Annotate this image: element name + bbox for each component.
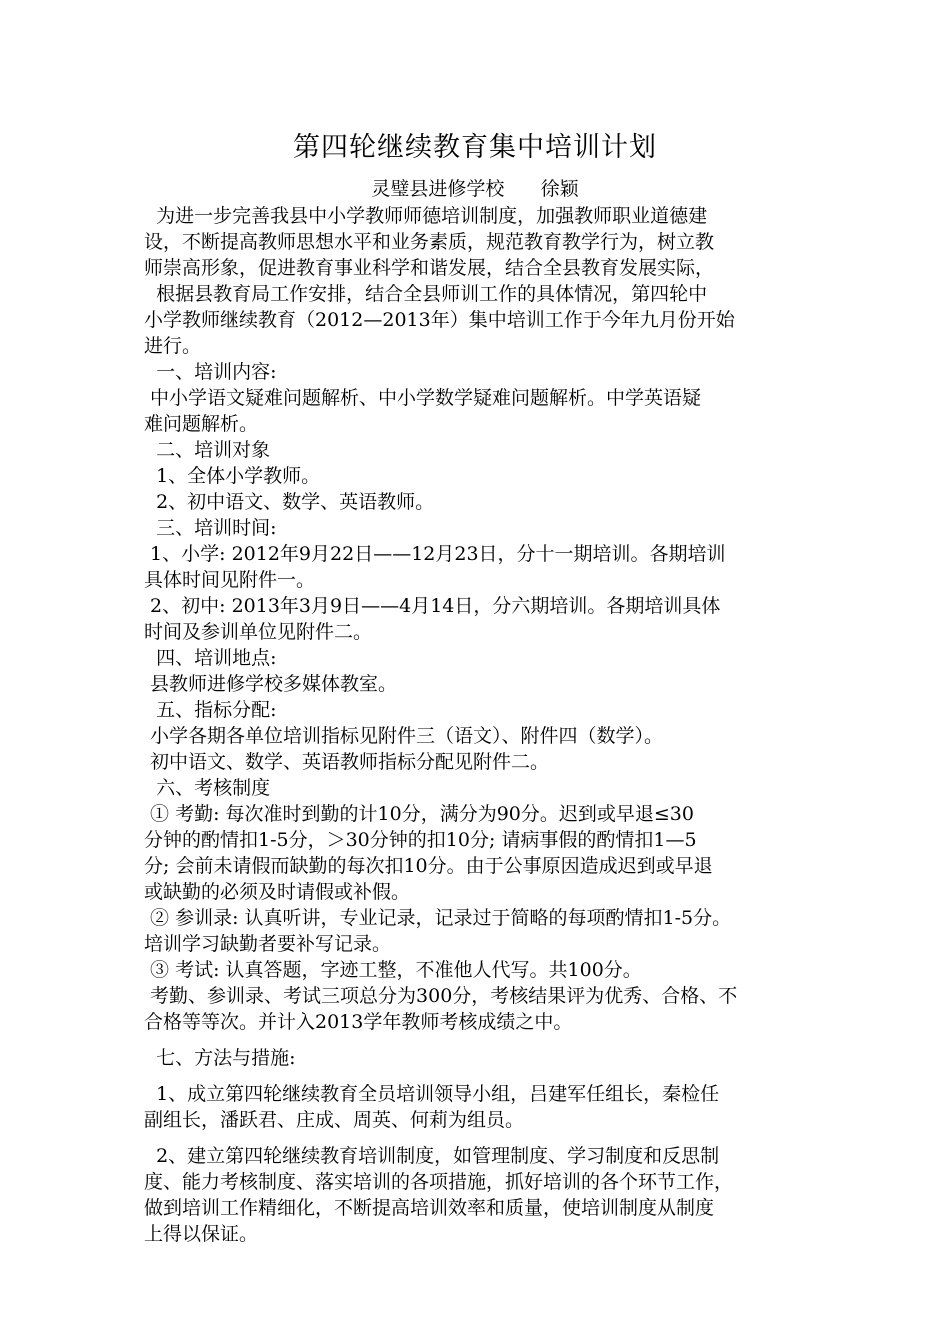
- body-line: 小学各期各单位培训指标见附件三（语文）、附件四（数学）。: [144, 725, 664, 747]
- body-line: 根据县教育局工作安排，结合全县师训工作的具体情况，第四轮中: [144, 283, 708, 305]
- body-line: 1、小学: 2012年9月22日——12月23日，分十一期培训。各期培训: [144, 543, 726, 565]
- body-line: 设，不断提高教师思想水平和业务素质，规范教育教学行为，树立教: [144, 231, 715, 253]
- body-line: 进行。: [144, 335, 202, 357]
- body-line: 一、培训内容:: [144, 361, 277, 383]
- body-line: 做到培训工作精细化，不断提高培训效率和质量，使培训制度从制度: [144, 1197, 715, 1219]
- body-line: 2、初中: 2013年3月9日——4月14日，分六期培训。各期培训具体: [144, 595, 721, 617]
- body-line: 难问题解析。: [144, 413, 259, 435]
- body-line: 分; 会前未请假而缺勤的每次扣10分。由于公事原因造成迟到或早退: [144, 855, 713, 877]
- body-line: 考勤、参训录、考试三项总分为300分，考核结果评为优秀、合格、不: [144, 985, 738, 1007]
- body-line: 上得以保证。: [144, 1223, 259, 1245]
- body-line: 具体时间见附件一。: [144, 569, 316, 591]
- body-line: ③ 考试: 认真答题，字迹工整，不准他人代写。共100分。: [144, 959, 642, 981]
- body-line: 四、培训地点:: [144, 647, 277, 669]
- body-line: 五、指标分配:: [144, 699, 277, 721]
- body-line: 分钟的酌情扣1-5分，＞30分钟的扣10分; 请病事假的酌情扣1—5: [144, 829, 697, 851]
- body-line: 为进一步完善我县中小学教师师德培训制度，加强教师职业道德建: [144, 205, 708, 227]
- body-line: 度、能力考核制度、落实培训的各项措施，抓好培训的各个环节工作，: [144, 1171, 734, 1193]
- body-line: 初中语文、数学、英语教师指标分配见附件二。: [144, 751, 550, 773]
- body-line: 中小学语文疑难问题解析、中小学数学疑难问题解析。中学英语疑: [144, 387, 702, 409]
- body-line: 县教师进修学校多媒体教室。: [144, 673, 398, 695]
- body-line: 时间及参训单位见附件二。: [144, 621, 373, 643]
- body-line: 小学教师继续教育（2012—2013年）集中培训工作于今年九月份开始: [144, 309, 735, 331]
- body-line: 2、建立第四轮继续教育培训制度，如管理制度、学习制度和反思制: [144, 1145, 720, 1167]
- body-line: 三、培训时间:: [144, 517, 277, 539]
- body-line: 培训学习缺勤者要补写记录。: [144, 933, 392, 955]
- body-line: 副组长，潘跃君、庄成、周英、何莉为组员。: [144, 1109, 525, 1131]
- body-line: ② 参训录: 认真听讲，专业记录，记录过于简略的每项酌情扣1-5分。: [144, 907, 732, 929]
- body-line: 二、培训对象: [144, 439, 271, 461]
- body-line: 1、全体小学教师。: [144, 465, 321, 487]
- body-line: 1、成立第四轮继续教育全员培训领导小组，吕建军任组长，秦检任: [144, 1083, 720, 1105]
- document-title: 第四轮继续教育集中培训计划: [293, 132, 657, 163]
- body-line: 七、方法与措施:: [144, 1047, 296, 1069]
- body-line: 六、考核制度: [144, 777, 271, 799]
- author-byline: 灵璧县进修学校 徐颖: [371, 178, 579, 200]
- body-line: 师崇高形象，促进教育事业科学和谐发展，结合全县教育发展实际，: [144, 257, 715, 279]
- body-line: 或缺勤的必须及时请假或补假。: [144, 881, 411, 903]
- body-line: 2、初中语文、数学、英语教师。: [144, 491, 435, 513]
- body-line: 合格等等次。并计入2013学年教师考核成绩之中。: [144, 1011, 573, 1033]
- body-line: ① 考勤: 每次准时到勤的计10分，满分为90分。迟到或早退≤30: [144, 803, 694, 825]
